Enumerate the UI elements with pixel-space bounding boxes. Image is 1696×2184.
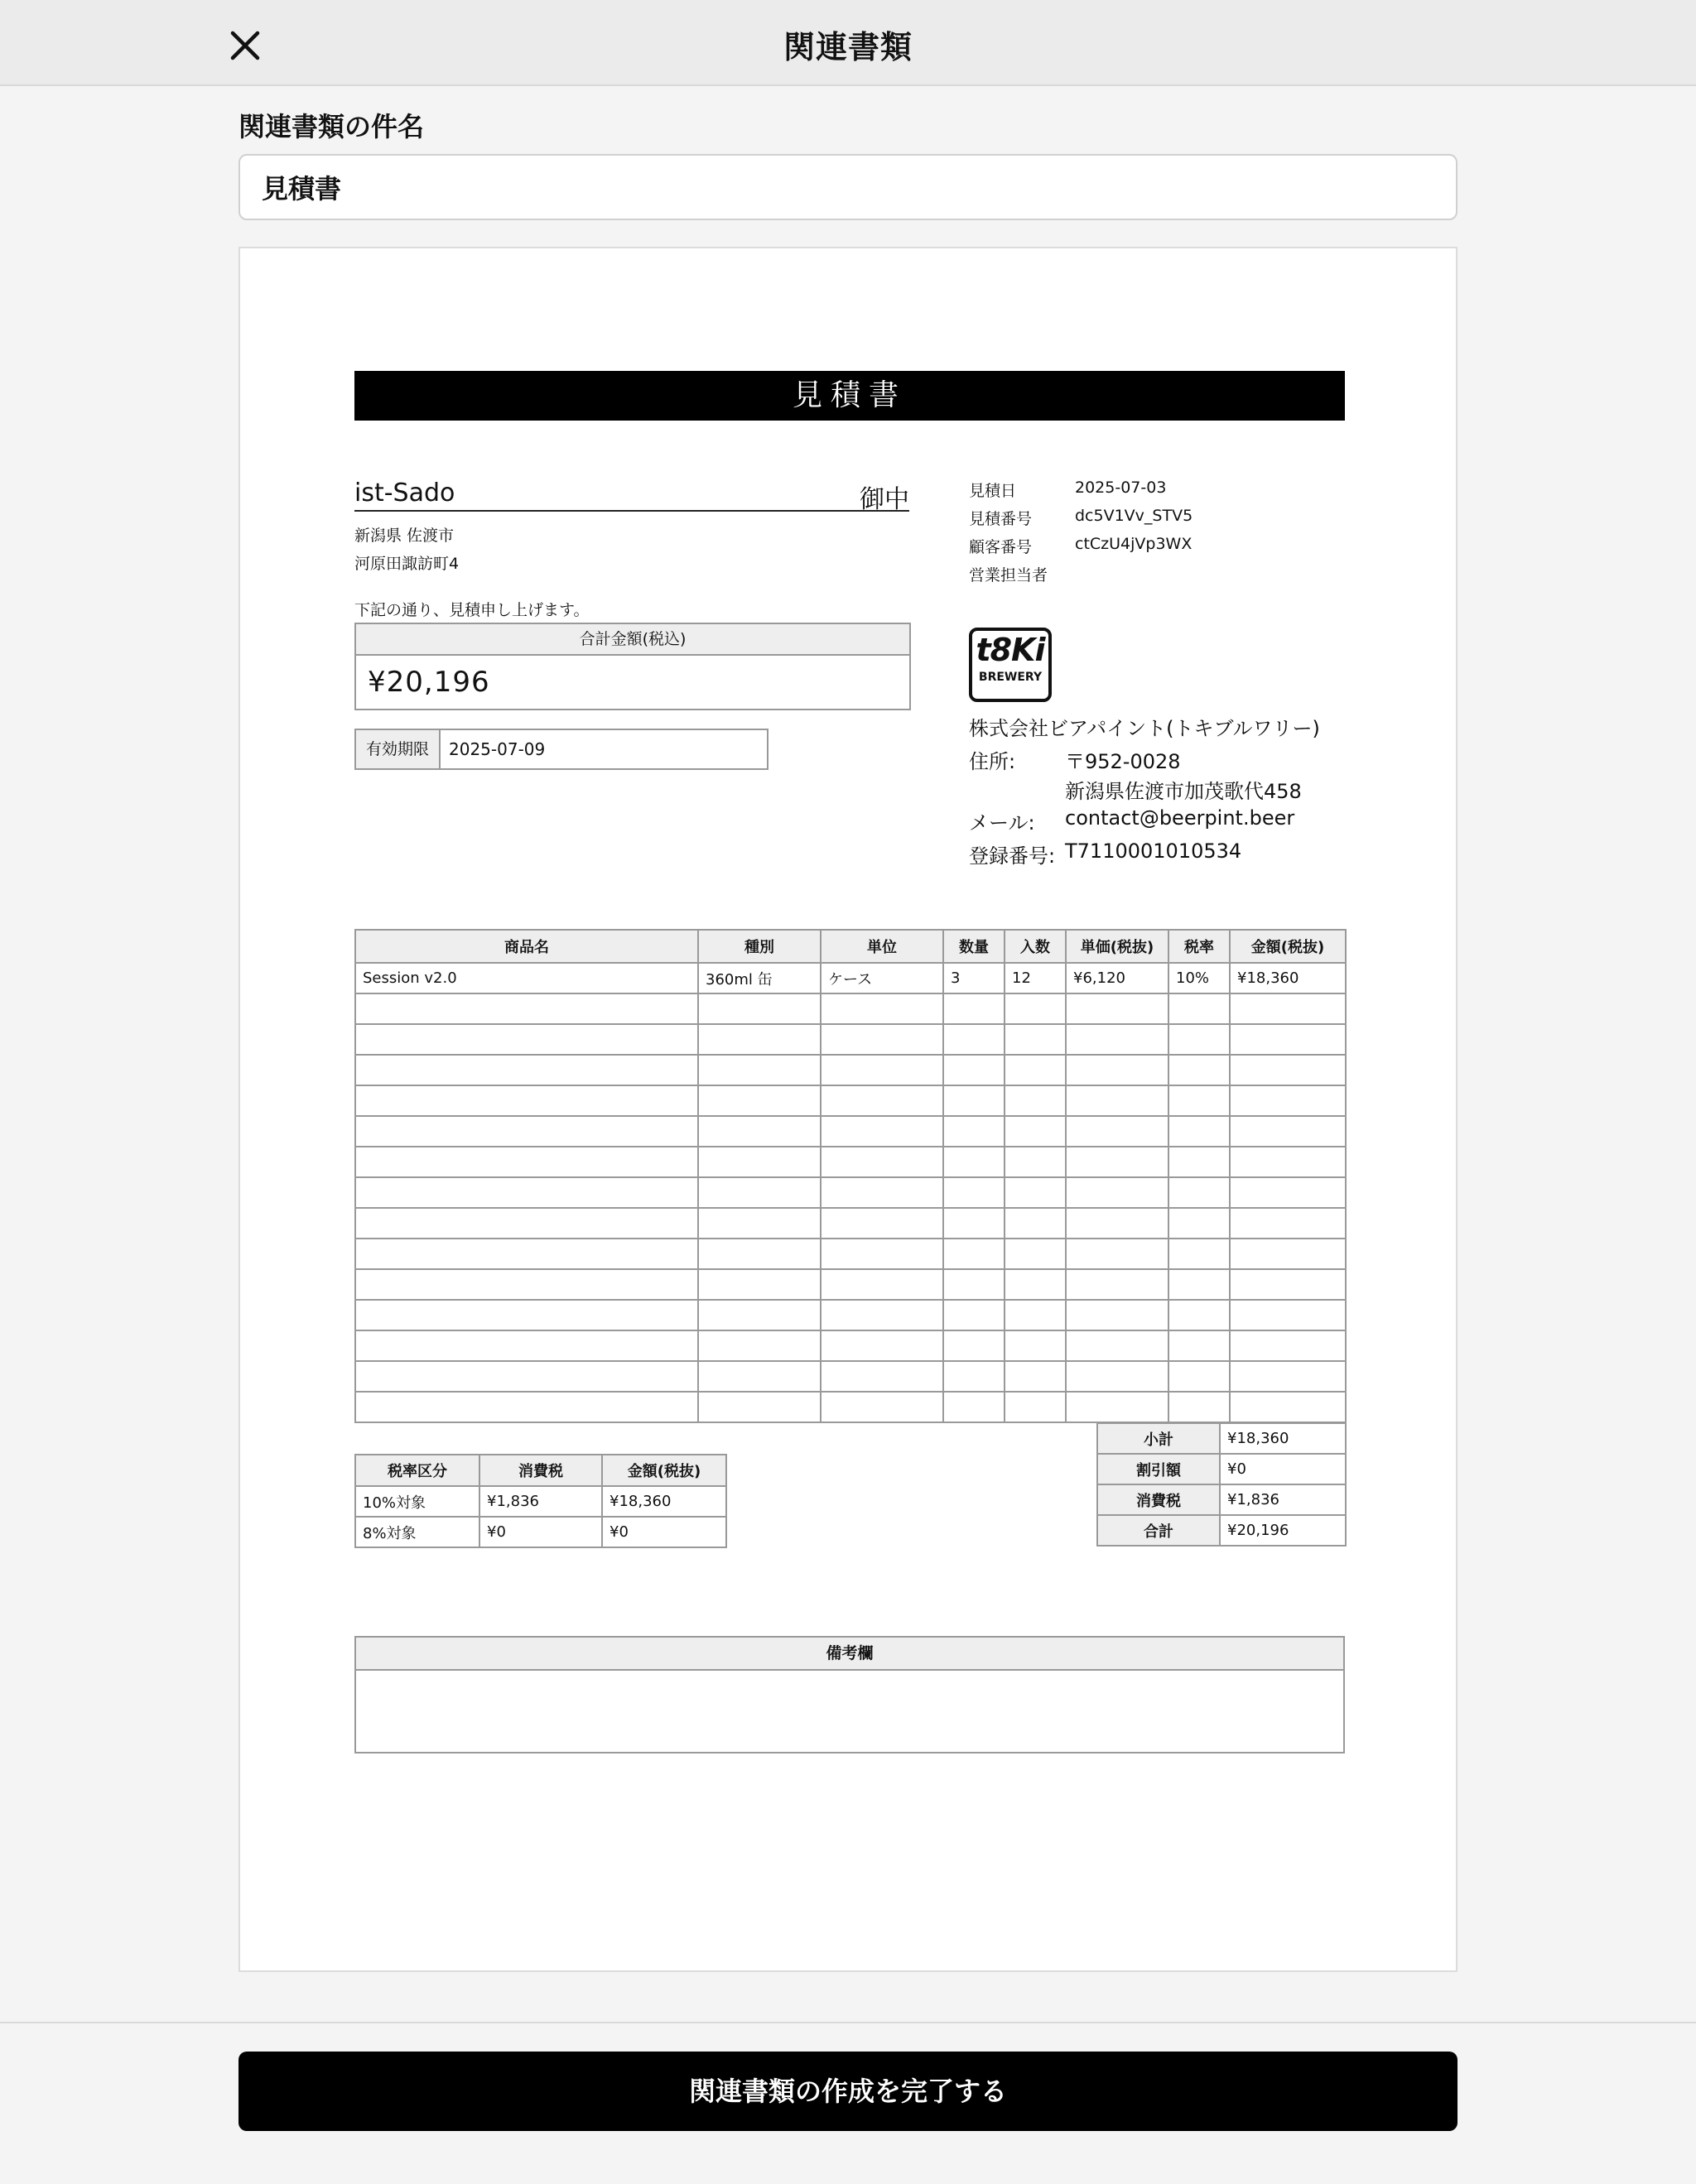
empty-cell (1066, 1055, 1168, 1085)
customer-address-line1: 新潟県 佐渡市 (354, 527, 455, 545)
empty-cell (1230, 1239, 1346, 1269)
empty-cell (698, 1024, 821, 1055)
empty-cell (1005, 1116, 1066, 1147)
empty-cell (1168, 1392, 1230, 1422)
empty-table-row (355, 1300, 1346, 1330)
empty-cell (355, 1116, 698, 1147)
empty-cell (1230, 1024, 1346, 1055)
empty-cell (1168, 1330, 1230, 1361)
empty-cell (698, 1208, 821, 1239)
empty-cell (1005, 1055, 1066, 1085)
empty-cell (1230, 1177, 1346, 1208)
empty-cell (1168, 1147, 1230, 1177)
customer-name: ist-Sado (354, 479, 455, 508)
empty-cell (698, 1330, 821, 1361)
items-header-cell: 入数 (1005, 930, 1066, 963)
empty-cell (1168, 1085, 1230, 1116)
tax-row (355, 1486, 726, 1517)
summary-table (1096, 1422, 1347, 1547)
empty-cell (1005, 1177, 1066, 1208)
meta-value: dc5V1Vv_STV5 (1075, 507, 1193, 525)
empty-cell (355, 993, 698, 1024)
empty-cell (821, 1177, 943, 1208)
empty-cell (1005, 1392, 1066, 1422)
tax-cell: ¥1,836 (479, 1486, 602, 1517)
empty-cell (1230, 1085, 1346, 1116)
empty-table-row (355, 1085, 1346, 1116)
meta-label: 見積番号 (969, 510, 1033, 528)
empty-cell (821, 1116, 943, 1147)
empty-cell (698, 993, 821, 1024)
empty-cell (821, 1024, 943, 1055)
empty-cell (1168, 993, 1230, 1024)
empty-cell (1230, 1300, 1346, 1330)
empty-cell (355, 1208, 698, 1239)
empty-cell (698, 1361, 821, 1392)
items-header-cell: 税率 (1168, 930, 1230, 963)
empty-cell (1066, 1361, 1168, 1392)
tax-header-cell: 消費税 (479, 1455, 602, 1486)
summary-label: 割引額 (1097, 1454, 1220, 1484)
empty-cell (1168, 1055, 1230, 1085)
empty-cell (943, 1392, 1005, 1422)
customer-honorific: 御中 (860, 485, 909, 514)
items-header-cell: 単位 (821, 930, 943, 963)
empty-cell (1168, 1116, 1230, 1147)
empty-cell (1230, 1116, 1346, 1147)
subject-input[interactable] (238, 154, 1458, 220)
empty-table-row (355, 1361, 1346, 1392)
item-cell: Session v2.0 (355, 963, 698, 993)
empty-cell (821, 1239, 943, 1269)
empty-cell (355, 1361, 698, 1392)
summary-row (1097, 1484, 1346, 1515)
empty-cell (698, 1147, 821, 1177)
empty-cell (943, 1269, 1005, 1300)
summary-value: ¥1,836 (1220, 1484, 1346, 1515)
subject-label: 関連書類の件名 (238, 111, 425, 142)
tax-header-cell: 税率区分 (355, 1455, 479, 1486)
empty-table-row (355, 1116, 1346, 1147)
empty-cell (355, 1177, 698, 1208)
empty-cell (355, 1239, 698, 1269)
tax-rate-table (354, 1454, 727, 1548)
empty-cell (1168, 1239, 1230, 1269)
logo-wordmark: t8Ki (976, 632, 1045, 668)
items-header-cell: 種別 (698, 930, 821, 963)
customer-address-line2: 河原田諏訪町4 (354, 555, 460, 573)
empty-cell (1066, 1177, 1168, 1208)
meta-label: 営業担当者 (969, 566, 1048, 584)
total-amount-label: 合計金額(税込) (356, 624, 909, 656)
empty-table-row (355, 1392, 1346, 1422)
empty-cell (821, 1330, 943, 1361)
meta-label: 見積日 (969, 482, 1017, 500)
empty-cell (355, 1330, 698, 1361)
empty-cell (1230, 1208, 1346, 1239)
complete-button[interactable]: 関連書類の作成を完了する (238, 2052, 1458, 2131)
item-cell: ¥18,360 (1230, 963, 1346, 993)
empty-cell (1005, 1085, 1066, 1116)
empty-cell (1005, 1208, 1066, 1239)
summary-value: ¥0 (1220, 1454, 1346, 1484)
summary-label: 合計 (1097, 1515, 1220, 1546)
empty-cell (1066, 993, 1168, 1024)
empty-cell (1230, 1330, 1346, 1361)
items-table (354, 929, 1347, 1423)
empty-cell (698, 1392, 821, 1422)
tax-cell: ¥0 (602, 1517, 726, 1547)
empty-cell (943, 1330, 1005, 1361)
document-title: 見積書 (354, 371, 1345, 421)
empty-cell (1066, 1300, 1168, 1330)
document-preview (238, 247, 1458, 1972)
items-header-cell: 商品名 (355, 930, 698, 963)
empty-cell (355, 1392, 698, 1422)
tax-cell: ¥18,360 (602, 1486, 726, 1517)
empty-cell (698, 1116, 821, 1147)
total-amount-value: ¥20,196 (368, 666, 490, 699)
meta-value: 2025-07-03 (1075, 479, 1167, 497)
summary-row (1097, 1515, 1346, 1546)
empty-cell (355, 1147, 698, 1177)
empty-cell (1230, 1361, 1346, 1392)
empty-cell (821, 1147, 943, 1177)
tax-cell: 10%対象 (355, 1486, 479, 1517)
empty-table-row (355, 1055, 1346, 1085)
empty-cell (1230, 993, 1346, 1024)
item-cell: 3 (943, 963, 1005, 993)
summary-row (1097, 1423, 1346, 1454)
empty-table-row (355, 1147, 1346, 1177)
empty-cell (1005, 1147, 1066, 1177)
empty-cell (1230, 1392, 1346, 1422)
meta-value: ctCzU4jVp3WX (1075, 535, 1192, 553)
empty-cell (1066, 1147, 1168, 1177)
empty-cell (821, 1208, 943, 1239)
empty-table-row (355, 1269, 1346, 1300)
empty-cell (943, 1208, 1005, 1239)
empty-cell (1005, 1361, 1066, 1392)
empty-cell (1005, 1024, 1066, 1055)
empty-table-row (355, 1024, 1346, 1055)
empty-table-row (355, 1239, 1346, 1269)
empty-cell (1066, 1085, 1168, 1116)
empty-cell (943, 1116, 1005, 1147)
empty-table-row (355, 1177, 1346, 1208)
empty-cell (698, 1177, 821, 1208)
empty-cell (1168, 1177, 1230, 1208)
validity-label: 有効期限 (356, 730, 441, 768)
empty-cell (821, 1085, 943, 1116)
empty-cell (1066, 1208, 1168, 1239)
empty-cell (355, 1085, 698, 1116)
footer-bar (0, 2022, 1696, 2184)
summary-row (1097, 1454, 1346, 1484)
empty-cell (943, 1147, 1005, 1177)
empty-cell (1066, 1392, 1168, 1422)
total-amount-box (354, 623, 911, 710)
empty-cell (821, 1392, 943, 1422)
customer-name-line (354, 479, 909, 512)
validity-value: 2025-07-09 (449, 739, 546, 759)
empty-cell (1005, 993, 1066, 1024)
empty-cell (698, 1300, 821, 1330)
empty-cell (1168, 1300, 1230, 1330)
empty-cell (1005, 1330, 1066, 1361)
greeting-text: 下記の通り、見積申し上げます。 (354, 601, 590, 619)
empty-cell (943, 1085, 1005, 1116)
empty-cell (943, 1300, 1005, 1330)
empty-cell (355, 1300, 698, 1330)
summary-label: 消費税 (1097, 1484, 1220, 1515)
empty-cell (821, 1055, 943, 1085)
empty-cell (821, 1300, 943, 1330)
tax-row (355, 1517, 726, 1547)
empty-cell (698, 1239, 821, 1269)
company-mail-label: メール: (969, 811, 1035, 835)
empty-cell (1066, 1269, 1168, 1300)
top-bar (0, 0, 1696, 86)
empty-cell (698, 1085, 821, 1116)
empty-cell (1005, 1300, 1066, 1330)
summary-value: ¥18,360 (1220, 1423, 1346, 1454)
empty-cell (821, 1361, 943, 1392)
empty-cell (355, 1024, 698, 1055)
tax-header-cell: 金額(税抜) (602, 1455, 726, 1486)
company-mail: contact@beerpint.beer (1065, 806, 1295, 830)
items-header-cell: 数量 (943, 930, 1005, 963)
empty-cell (1168, 1024, 1230, 1055)
company-address: 新潟県佐渡市加茂歌代458 (1065, 780, 1302, 803)
empty-cell (1066, 1330, 1168, 1361)
empty-cell (698, 1269, 821, 1300)
empty-cell (943, 1024, 1005, 1055)
empty-cell (1230, 1269, 1346, 1300)
brewery-logo (969, 628, 1052, 702)
items-header-cell: 単価(税抜) (1066, 930, 1168, 963)
empty-cell (943, 993, 1005, 1024)
empty-cell (1005, 1269, 1066, 1300)
item-cell: 12 (1005, 963, 1066, 993)
item-cell: 360ml 缶 (698, 963, 821, 993)
tax-cell: 8%対象 (355, 1517, 479, 1547)
empty-cell (1168, 1269, 1230, 1300)
empty-cell (943, 1361, 1005, 1392)
company-reg: T7110001010534 (1065, 839, 1242, 863)
empty-cell (698, 1055, 821, 1085)
empty-cell (943, 1055, 1005, 1085)
empty-table-row (355, 1330, 1346, 1361)
page-title: 関連書類 (783, 29, 913, 65)
item-cell: ¥6,120 (1066, 963, 1168, 993)
empty-cell (821, 1269, 943, 1300)
remarks-box (354, 1636, 1345, 1753)
empty-cell (943, 1239, 1005, 1269)
company-postal: 〒952-0028 (1065, 750, 1181, 773)
validity-box (354, 729, 768, 770)
item-cell: ケース (821, 963, 943, 993)
summary-value: ¥20,196 (1220, 1515, 1346, 1546)
empty-cell (355, 1055, 698, 1085)
tax-cell: ¥0 (479, 1517, 602, 1547)
table-row (355, 963, 1346, 993)
company-reg-label: 登録番号: (969, 844, 1056, 868)
remarks-label: 備考欄 (356, 1638, 1343, 1671)
meta-label: 顧客番号 (969, 538, 1033, 556)
items-header-cell: 金額(税抜) (1230, 930, 1346, 963)
empty-cell (1230, 1055, 1346, 1085)
item-cell: 10% (1168, 963, 1230, 993)
empty-cell (1168, 1361, 1230, 1392)
empty-cell (1230, 1147, 1346, 1177)
empty-cell (943, 1177, 1005, 1208)
remarks-value (356, 1671, 1343, 1687)
empty-cell (355, 1269, 698, 1300)
summary-label: 小計 (1097, 1423, 1220, 1454)
empty-table-row (355, 993, 1346, 1024)
empty-cell (1066, 1116, 1168, 1147)
company-address-label: 住所: (969, 750, 1016, 773)
empty-table-row (355, 1208, 1346, 1239)
company-name: 株式会社ビアパイント(トキブルワリー) (969, 717, 1320, 740)
empty-cell (821, 993, 943, 1024)
logo-subtitle: BREWERY (978, 671, 1043, 684)
empty-cell (1168, 1208, 1230, 1239)
empty-cell (1066, 1024, 1168, 1055)
empty-cell (1066, 1239, 1168, 1269)
empty-cell (1005, 1239, 1066, 1269)
